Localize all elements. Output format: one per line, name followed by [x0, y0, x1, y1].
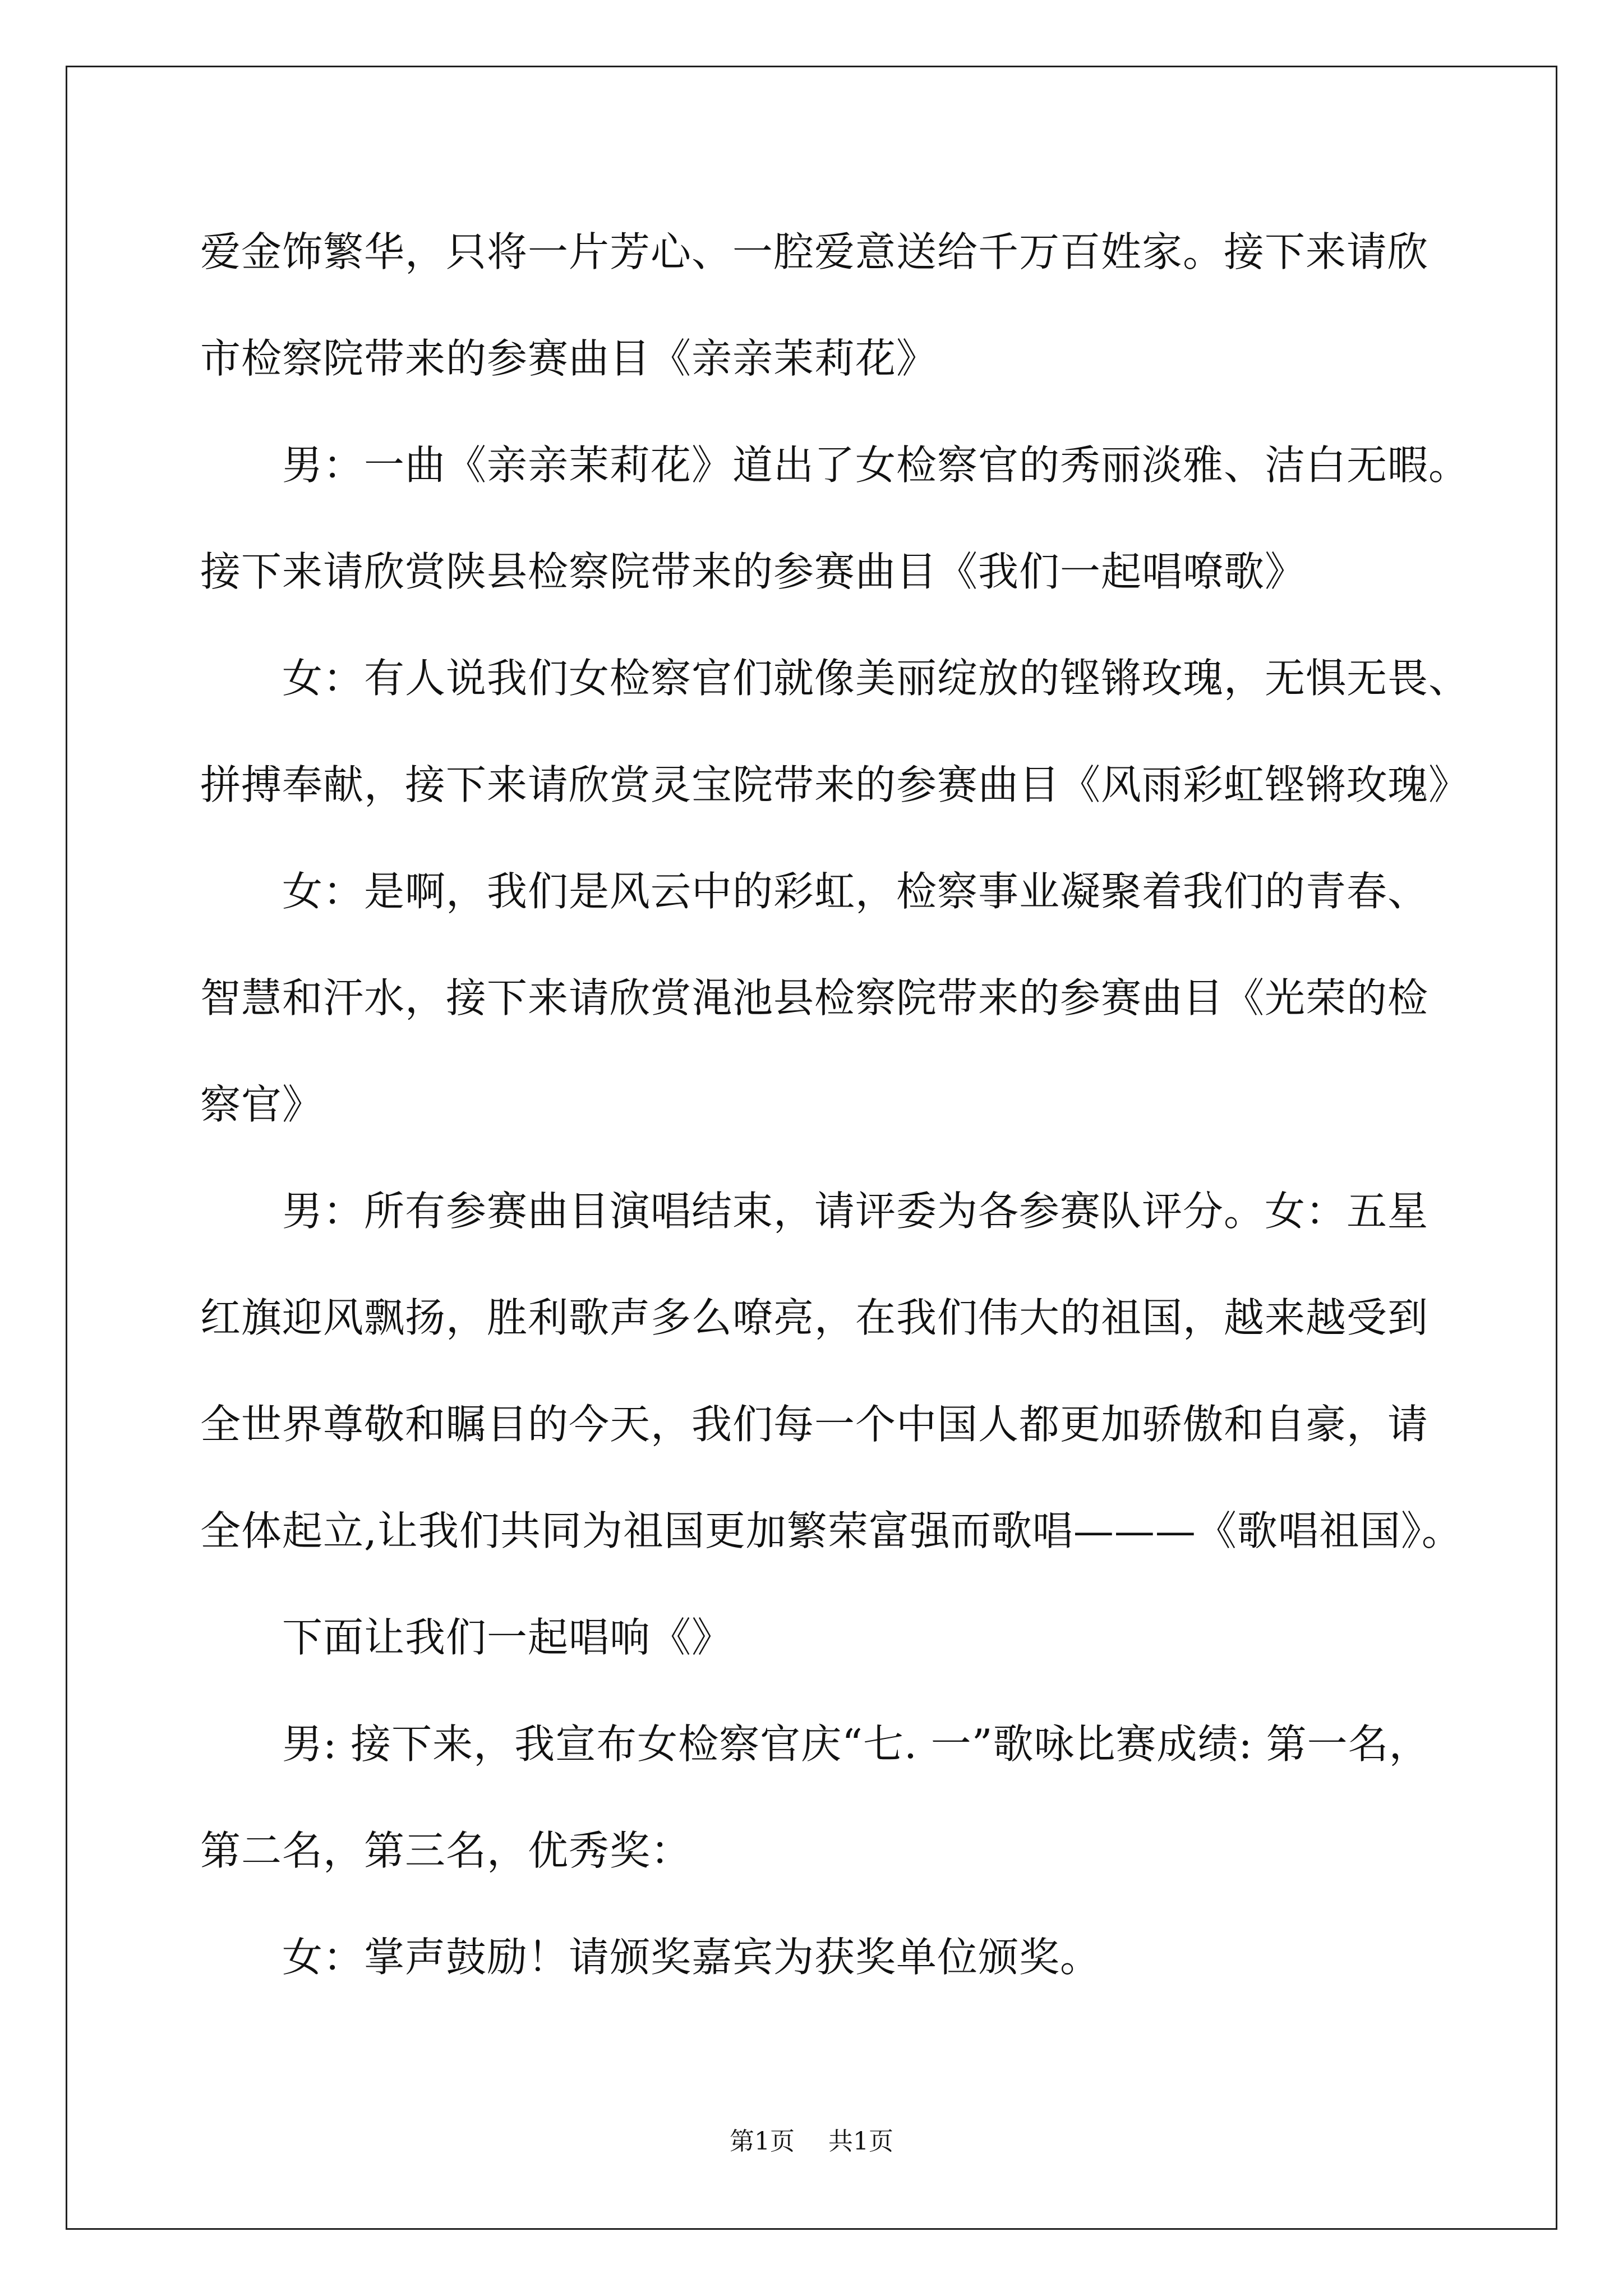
text-line: 拼搏奉献，接下来请欣赏灵宝院带来的参赛曲目《风雨彩虹铿锵玫瑰》 [200, 761, 1470, 808]
page-total: 共1页 [828, 2127, 893, 2156]
text-line: 接下来请欣赏陕县检察院带来的参赛曲目《我们一起唱嘹歌》 [200, 548, 1306, 595]
paragraph-start-line: 男: 接下来，我宣布女检察官庆“七. 一”歌咏比赛成绩: 第一名， [282, 1720, 1430, 1768]
document-body [200, 199, 1535, 2010]
text-line: 全体起立,让我们共同为祖国更加繁荣富强而歌唱———《歌唱祖国》。 [200, 1507, 1463, 1554]
text-line: 全世界尊敬和瞩目的今天，我们每一个中国人都更加骄傲和自豪，请 [200, 1401, 1429, 1448]
paragraph-start-line: 男：所有参赛曲目演唱结束，请评委为各参赛队评分。女：五星 [282, 1188, 1429, 1235]
page-footer [0, 2126, 1623, 2157]
paragraph-start-line: 女：掌声鼓励！请颁奖嘉宾为获奖单位颁奖。 [282, 1934, 1101, 1981]
text-line: 爱金饰繁华，只将一片芳心、一腔爱意送给千万百姓家。接下来请欣 [200, 228, 1429, 275]
paragraph-start-line: 男：一曲《亲亲茉莉花》道出了女检察官的秀丽淡雅、洁白无暇。 [282, 441, 1470, 489]
text-line: 第二名，第三名，优秀奖： [200, 1827, 692, 1874]
paragraph-start-line: 下面让我们一起唱响《》 [282, 1614, 733, 1661]
paragraph-start-line: 女：是啊，我们是风云中的彩虹，检察事业凝聚着我们的青春、 [282, 868, 1429, 915]
text-line: 智慧和汗水，接下来请欣赏渑池县检察院带来的参赛曲目《光荣的检 [200, 974, 1429, 1022]
page-number: 第1页 [730, 2127, 795, 2156]
text-line: 红旗迎风飘扬，胜利歌声多么嘹亮，在我们伟大的祖国，越来越受到 [200, 1294, 1429, 1341]
text-line: 市检察院带来的参赛曲目《亲亲茉莉花》 [200, 335, 938, 382]
text-line: 察官》 [200, 1081, 324, 1128]
paragraph-start-line: 女：有人说我们女检察官们就像美丽绽放的铿锵玫瑰，无惧无畏、 [282, 655, 1470, 702]
